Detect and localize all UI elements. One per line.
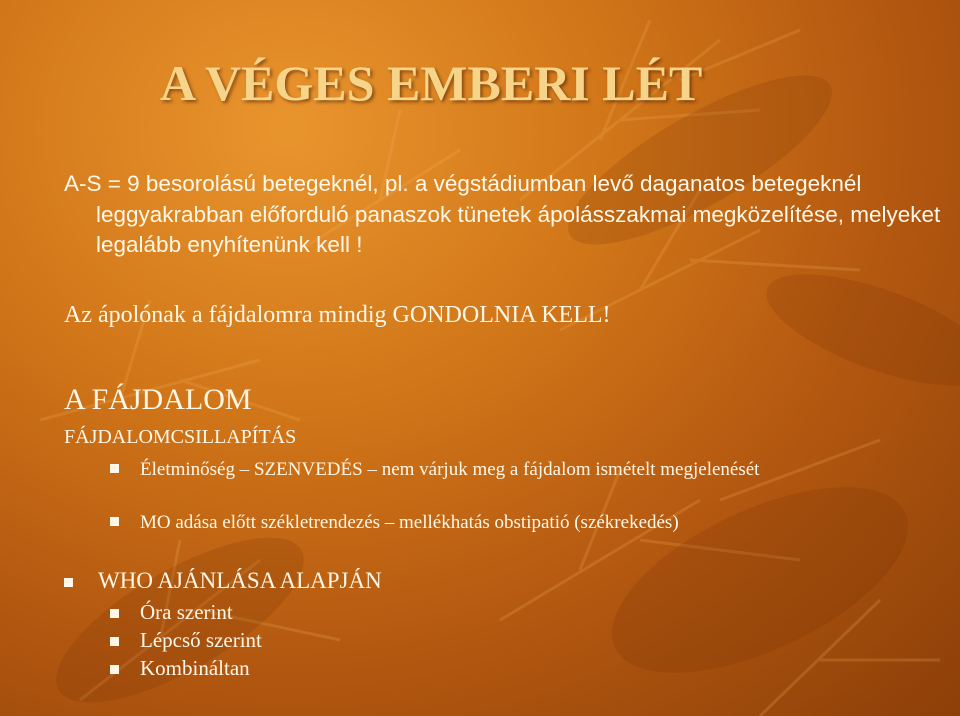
pain-heading: A FÁJDALOM [64,383,252,416]
square-bullet-icon [110,637,119,646]
slide-title: A VÉGES EMBERI LÉT [160,55,703,111]
list-item-text: Óra szerint [140,600,233,624]
square-bullet-icon [64,578,73,587]
list-item-text: MO adása előtt székletrendezés – mellékhatás obstipatió (székrekedés) [140,512,679,533]
nurse-reminder-paragraph: Az ápolónak a fájdalomra mindig GONDOLNIA KELL! [64,302,611,328]
list-item-text: Lépcső szerint [140,628,262,652]
list-item [140,656,250,681]
square-bullet-icon [110,517,119,526]
list-item [140,600,233,625]
list-item-text: Életminőség – SZENVEDÉS – nem várjuk meg a fájdalom ismételt megjelenését [140,459,760,480]
list-item [140,628,262,653]
list-item [140,457,860,482]
square-bullet-icon [110,609,119,618]
who-heading [98,568,382,594]
square-bullet-icon [110,464,119,473]
pain-relief-subheading: FÁJDALOMCSILLAPÍTÁS [64,426,297,448]
list-item-text: Kombináltan [140,656,250,680]
list-item [140,510,900,535]
who-heading-text: WHO AJÁNLÁSA ALAPJÁN [98,568,382,593]
square-bullet-icon [110,665,119,674]
intro-paragraph: A-S = 9 besorolású betegeknél, pl. a végstádiumban levő daganatos betegeknél leggyakrabban előforduló panaszok tünetek ápolásszakmai megközelítése, melyeket legalább enyhítenünk kell ! [64,171,941,257]
